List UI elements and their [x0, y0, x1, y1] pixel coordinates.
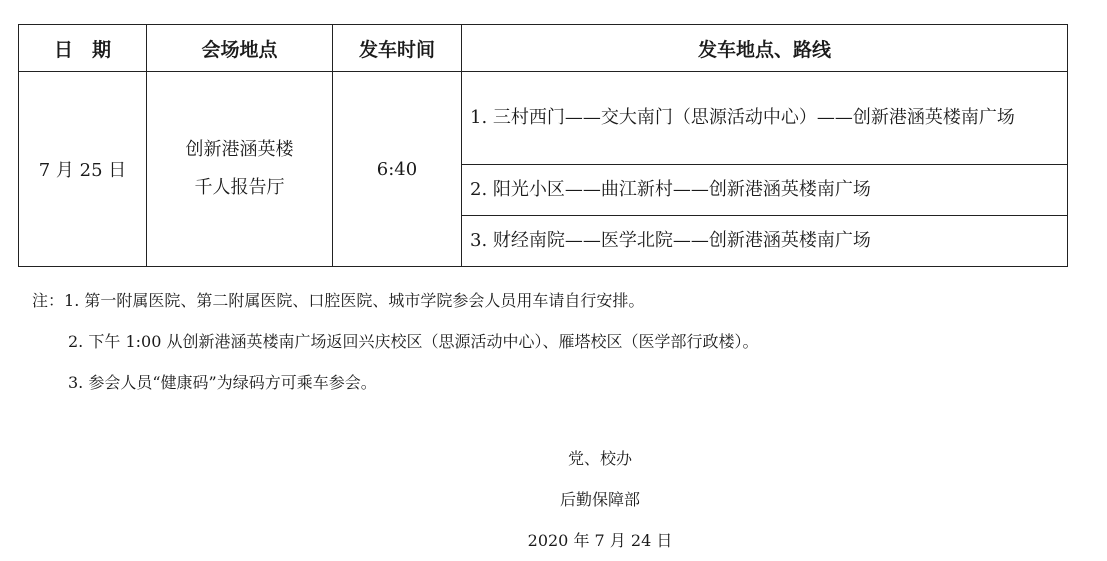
note-text-3: 3. 参会人员“健康码”为绿码方可乘车参会。 [68, 373, 377, 392]
signature-org-2: 后勤保障部 [559, 490, 640, 509]
table-header-row [19, 25, 1068, 72]
note-item-2 [32, 321, 758, 362]
header-time: 发车时间 [333, 25, 462, 72]
header-venue: 会场地点 [147, 25, 333, 72]
note-text-1: 1. 第一附属医院、第二附属医院、口腔医院、城市学院参会人员用车请自行安排。 [64, 291, 645, 310]
note-text-2: 2. 下午 1:00 从创新港涵英楼南广场返回兴庆校区（思源活动中心）、雁塔校区（医学部行政楼）。 [68, 332, 759, 351]
venue-line-1: 创新港涵英楼 [185, 139, 294, 160]
time-cell: 6:40 [333, 72, 462, 267]
venue-line-2: 千人报告厅 [194, 177, 285, 198]
signature-org-1: 党、校办 [567, 449, 632, 468]
header-route: 发车地点、路线 [462, 25, 1068, 72]
notes-prefix: 注： [32, 291, 65, 310]
route-2: 2. 阳光小区——曲江新村——创新港涵英楼南广场 [462, 165, 1068, 216]
note-item-1 [32, 280, 758, 321]
route-1: 1. 三村西门——交大南门（思源活动中心）——创新港涵英楼南广场 [462, 72, 1068, 165]
date-cell: 7 月 25 日 [19, 72, 147, 267]
schedule-table [18, 24, 1068, 267]
note-item-3 [32, 362, 758, 403]
header-date: 日 期 [19, 25, 147, 72]
venue-cell [147, 72, 333, 267]
signature-date: 2020 年 7 月 24 日 [527, 531, 673, 550]
route-3: 3. 财经南院——医学北院——创新港涵英楼南广场 [462, 216, 1068, 267]
signature-block [490, 438, 710, 561]
table-row [19, 72, 1068, 165]
notes-section [32, 280, 758, 403]
